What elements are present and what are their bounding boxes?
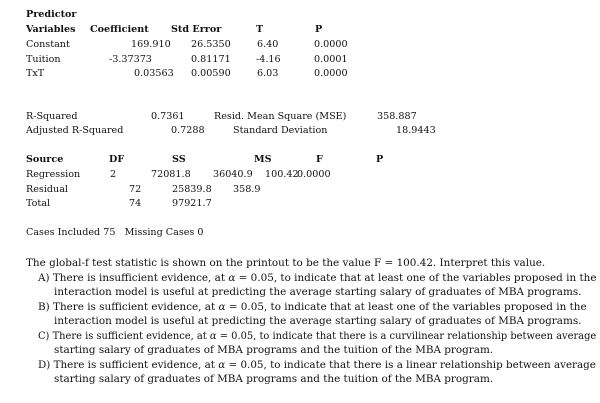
coef-row-t: 6.40 bbox=[257, 39, 279, 50]
adj-r-squared-label: Adjusted R-Squared bbox=[26, 125, 124, 136]
anova-row-p: 0.0000 bbox=[297, 169, 331, 180]
anova-header-f: F bbox=[316, 154, 323, 165]
mse-label: Resid. Mean Square (MSE) bbox=[214, 111, 347, 122]
option-text-pre: There is insufficient evidence, at bbox=[52, 272, 226, 284]
std-deviation-label: Standard Deviation bbox=[233, 125, 328, 136]
anova-row-df: 74 bbox=[129, 198, 142, 209]
option-letter: B) bbox=[38, 301, 50, 313]
option-letter: A) bbox=[38, 272, 50, 284]
option-text-pre: There is sufficient evidence, at bbox=[52, 330, 207, 342]
r-squared-value: 0.7361 bbox=[151, 111, 185, 122]
anova-row-ss: 25839.8 bbox=[172, 184, 212, 195]
coef-row-coefficient: 169.910 bbox=[131, 39, 171, 50]
option-a-line1 bbox=[38, 272, 596, 284]
anova-header-source: Source bbox=[26, 154, 64, 165]
anova-header-ss: SS bbox=[172, 154, 186, 165]
option-text-pre: There is sufficient evidence, at bbox=[53, 359, 215, 371]
option-c-line2: starting salary of graduates of MBA programs and the tuition of the MBA program. bbox=[54, 344, 494, 356]
coef-row-std-error: 26.5350 bbox=[191, 39, 231, 50]
option-letter: D) bbox=[38, 359, 51, 371]
alpha-symbol: α bbox=[228, 272, 236, 284]
coef-row-std-error: 0.81171 bbox=[191, 54, 231, 65]
anova-row-ss: 72081.8 bbox=[151, 169, 191, 180]
col-header-std-error: Std Error bbox=[171, 24, 222, 35]
col-header-t: T bbox=[256, 24, 264, 35]
anova-header-ms: MS bbox=[254, 154, 272, 165]
option-d-line1 bbox=[38, 359, 596, 371]
alpha-symbol: α bbox=[218, 301, 226, 313]
coef-row-p: 0.0000 bbox=[314, 39, 348, 50]
anova-row-df: 72 bbox=[129, 184, 142, 195]
anova-row-df: 2 bbox=[110, 169, 117, 180]
anova-header-p: P bbox=[376, 154, 384, 165]
coef-row-coefficient: 0.03563 bbox=[134, 68, 174, 79]
option-b-line1 bbox=[38, 301, 587, 313]
coef-row-std-error: 0.00590 bbox=[191, 68, 231, 79]
coef-row-p: 0.0001 bbox=[314, 54, 348, 65]
col-header-p: P bbox=[315, 24, 323, 35]
coef-row-name: Tuition bbox=[26, 54, 61, 65]
option-letter: C) bbox=[38, 330, 50, 342]
anova-row-ms: 358.9 bbox=[233, 184, 261, 195]
anova-row-f: 100.42 bbox=[265, 169, 299, 180]
r-squared-label: R-Squared bbox=[26, 111, 78, 122]
coef-row-t: -4.16 bbox=[256, 54, 281, 65]
coef-row-p: 0.0000 bbox=[314, 68, 348, 79]
anova-row-source: Regression bbox=[26, 169, 81, 180]
coef-row-t: 6.03 bbox=[257, 68, 279, 79]
option-b-line2: interaction model is useful at predicting the average starting salary of graduates of MBA programs. bbox=[54, 315, 582, 327]
coef-row-name: TxT bbox=[26, 68, 45, 79]
alpha-symbol: α bbox=[218, 359, 226, 371]
option-text-post: = 0.05, to indicate that there is a curvilinear relationship between average bbox=[219, 330, 597, 342]
std-deviation-value: 18.9443 bbox=[396, 125, 436, 136]
anova-row-ss: 97921.7 bbox=[172, 198, 212, 209]
option-text-post: = 0.05, to indicate that at least one of the variables proposed in the bbox=[238, 272, 597, 284]
anova-row-ms: 36040.9 bbox=[213, 169, 253, 180]
col-header-coefficient: Coefficient bbox=[90, 24, 149, 35]
option-text-post: = 0.05, to indicate that there is a linear relationship between average bbox=[228, 359, 596, 371]
coef-row-name: Constant bbox=[26, 39, 70, 50]
anova-header-df: DF bbox=[109, 154, 125, 165]
cases-summary: Cases Included 75 Missing Cases 0 bbox=[26, 227, 204, 238]
option-text-post: = 0.05, to indicate that at least one of the variables proposed in the bbox=[228, 301, 587, 313]
coef-row-coefficient: -3.37373 bbox=[109, 54, 152, 65]
predictor-header: Predictor bbox=[26, 9, 77, 20]
alpha-symbol: α bbox=[209, 330, 217, 342]
option-a-line2: interaction model is useful at predicting the average starting salary of graduates of MBA programs. bbox=[54, 286, 582, 298]
col-header-variables: Variables bbox=[26, 24, 76, 35]
mse-value: 358.887 bbox=[377, 111, 417, 122]
option-text-pre: There is sufficient evidence, at bbox=[53, 301, 216, 313]
option-c-line1 bbox=[38, 330, 596, 342]
question-stem: The global-f test statistic is shown on the printout to be the value F = 100.42. Interpret this value. bbox=[26, 257, 546, 269]
anova-row-source: Total bbox=[26, 198, 51, 209]
anova-row-source: Residual bbox=[26, 184, 69, 195]
adj-r-squared-value: 0.7288 bbox=[171, 125, 205, 136]
option-d-line2: starting salary of graduates of MBA programs and the tuition of the MBA program. bbox=[54, 373, 494, 385]
